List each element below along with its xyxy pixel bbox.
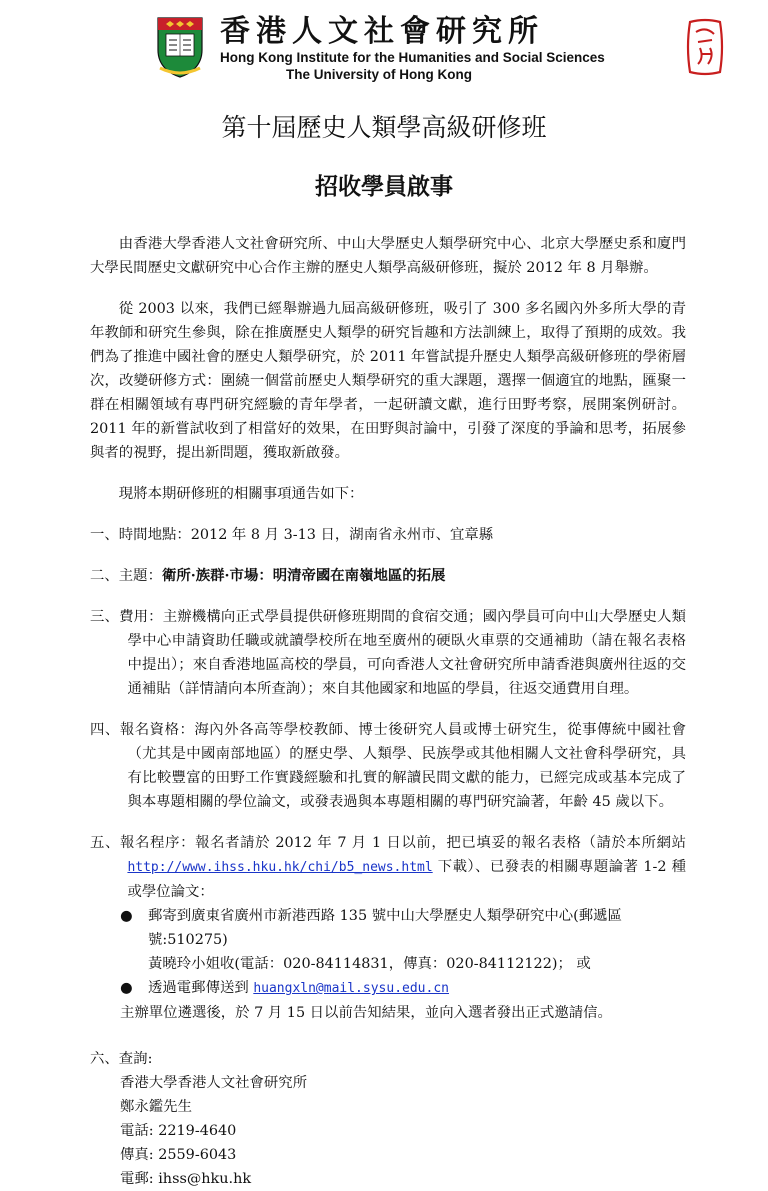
selection-notice: 主辦單位遴選後，於 7 月 15 日以前告知結果，並向入選者發出正式邀請信。 — [120, 1005, 612, 1021]
postal-address: 郵寄到廣東省廣州市新港西路 135 號中山大學歷史人類學研究中心(郵遞區號:510275) — [148, 908, 622, 948]
institute-name-english: Hong Kong Institute for the Humanities and Social Sciences — [220, 50, 605, 65]
bullet-icon: ● — [120, 908, 133, 924]
document-title: 第十屆歷史人類學高級研修班 — [221, 113, 547, 142]
letterhead — [156, 16, 716, 84]
item-fees: 三、費用：主辦機構向正式學員提供研修班期間的食宿交通；國內學員可向中山大學歷史人類學中心申請資助任職或就讀學校所在地至廣州的硬臥火車票的交通補助（請在報名表格中提出）；來自香港地區高校的學員，可向香港人文社會研究所申請香港與廣州往返的交通補貼（詳情請向本所查詢）；來自其他國家和地區的學員，往返交通費用自理。 — [90, 609, 686, 697]
contact-organization: 香港大學香港人文社會研究所 — [120, 1075, 308, 1091]
item-time-place: 一、時間地點：2012 年 8 月 3-13 日，湖南省永州市、宜章縣 — [90, 527, 494, 543]
contact-name: 鄭永鑑先生 — [120, 1099, 192, 1115]
contact-email: 電郵: ihss@hku.hk — [120, 1171, 252, 1187]
hku-crest-icon — [156, 16, 204, 78]
item-eligibility: 四、報名資格：海內外各高等學校教師、博士後研究人員或博士研究生，從事傳統中國社會（尤其是中國南部地區）的歷史學、人類學、民族學或其他相關人文社會科學研究，具有比較豐富的田野工作實踐經驗和扎實的解讀民間文獻的能力，已經完成或基本完成了與本專題相關的學位論文，或發表過與本專題相關的專門研究論著，年齡 45 歲以下。 — [90, 722, 686, 810]
announcement-paragraph: 現將本期研修班的相關事項通告如下： — [118, 486, 364, 502]
submission-email-link[interactable]: huangxln@mail.sysu.edu.cn — [253, 981, 449, 996]
red-seal-icon — [684, 18, 726, 76]
postal-contact: 黃曉玲小姐收(電話：020-84114831，傳真：020-84112122)； 或 — [148, 956, 591, 972]
theme-label: 二、主題： — [90, 568, 162, 584]
submission-methods — [90, 904, 686, 1001]
item-enquiry: 六、查詢: — [90, 1051, 153, 1067]
contact-phone: 電話: 2219-4640 — [120, 1123, 237, 1139]
item-theme — [90, 564, 686, 588]
theme-value: 衛所·族群·市場：明清帝國在南嶺地區的拓展 — [161, 567, 446, 584]
news-page-link[interactable]: http://www.ihss.hku.hk/chi/b5_news.html — [127, 860, 433, 875]
document-body — [90, 232, 686, 1191]
procedure-prefix: 五、報名程序：報名者請於 2012 年 7 月 1 日以前，把已填妥的報名表格（請於本所網站 — [90, 835, 686, 851]
procedure-suffix: 下載）、已發表的相關專題論著 1-2 種或學位論文： — [127, 859, 686, 900]
email-prefix: 透過電郵傳送到 — [148, 980, 254, 996]
item-procedure — [90, 831, 686, 904]
intro-paragraph: 由香港大學香港人文社會研究所、中山大學歷史人類學研究中心、北京大學歷史系和廈門大學民間歷史文獻研究中心合作主辦的歷史人類學高級研修班，擬於 2012 年 8 月舉辦。 — [90, 236, 686, 276]
university-name: The University of Hong Kong — [286, 67, 473, 82]
contact-fax: 傳真: 2559-6043 — [120, 1147, 237, 1163]
institute-name-chinese: 香港人文社會研究所 — [220, 14, 544, 49]
background-paragraph: 從 2003 以來，我們已經舉辦過九屆高級研修班，吸引了 300 多名國內外多所大學的青年教師和研究生參與，除在推廣歷史人類學的研究旨趣和方法訓練上，取得了預期的成效。我們為了推進中國社會的歷史人類學研究，於 2011 年嘗試提升歷史人類學高級研修班的學術層次，改變研修方式：圍繞一個當前歷史人類學研究的重大課題，選擇一個適宜的地點，匯聚一群在相關領域有專門研究經驗的青年學者，一起研讀文獻，進行田野考察，展開案例研討。2011 年的新嘗試收到了相當好的效果，在田野與討論中，引發了深度的爭論和思考，拓展參與者的視野，提出新問題，獲取新啟發。 — [90, 301, 686, 461]
document-subtitle: 招收學員啟事 — [315, 173, 453, 200]
bullet-icon: ● — [120, 980, 133, 996]
list-item — [90, 904, 686, 976]
list-item — [90, 976, 686, 1001]
